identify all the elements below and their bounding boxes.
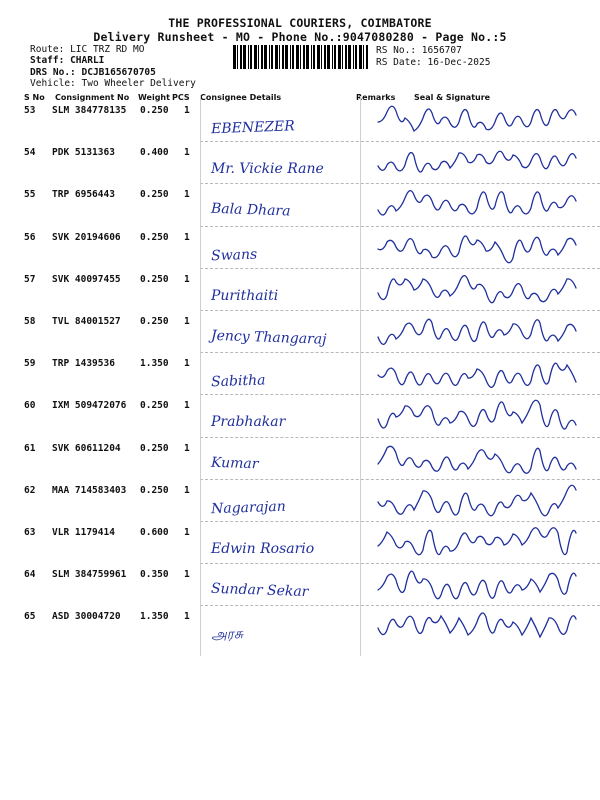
consignee-handwriting <box>205 490 355 520</box>
vehicle-value: Two Wheeler Delivery <box>81 78 196 89</box>
col-header-consignment: Consignment No <box>55 93 130 102</box>
cell-weight: 1.350 <box>140 611 169 623</box>
table-row <box>0 311 600 353</box>
cell-sno: 55 <box>24 189 36 201</box>
svg-text:Nagarajan: Nagarajan <box>210 498 286 518</box>
table-row <box>0 184 600 226</box>
rs-no-value: 1656707 <box>421 45 462 56</box>
cell-weight: 0.250 <box>140 231 169 243</box>
cell-consignment: SLM 384778135 <box>52 105 127 116</box>
consignee-handwriting <box>205 363 355 393</box>
svg-text:Jency Thangaraj: Jency Thangaraj <box>210 327 327 348</box>
signature-mark <box>370 482 590 518</box>
cell-weight: 0.600 <box>140 527 169 538</box>
rs-date-line <box>376 57 490 68</box>
cell-sno: 54 <box>24 147 36 159</box>
signature-mark <box>370 102 590 138</box>
staff-label: Staff: <box>30 55 65 66</box>
svg-text:Mr. Vickie Rane: Mr. Vickie Rane <box>211 161 324 178</box>
table-row <box>0 438 600 480</box>
cell-sno: 64 <box>24 569 36 581</box>
column-divider <box>360 96 361 656</box>
cell-weight: 0.250 <box>140 316 169 327</box>
svg-text:Purithaiti: Purithaiti <box>211 287 279 304</box>
staff-line <box>30 55 104 66</box>
cell-sno: 56 <box>24 231 36 243</box>
cell-consignment: VLR 1179414 <box>52 527 115 538</box>
signature-mark <box>370 144 590 180</box>
cell-sno: 60 <box>24 400 36 412</box>
cell-pcs: 1 <box>184 147 190 159</box>
cell-sno: 62 <box>24 484 36 496</box>
cell-pcs: 1 <box>184 189 190 201</box>
consignee-handwriting <box>205 279 355 309</box>
cell-pcs: 1 <box>184 611 190 623</box>
vehicle-label: Vehicle: <box>30 78 76 89</box>
signature-mark <box>370 440 590 476</box>
rs-date-label: RS Date: <box>376 57 422 68</box>
consignee-handwriting <box>205 616 355 646</box>
cell-sno: 63 <box>24 527 36 538</box>
signature-mark <box>370 271 590 307</box>
cell-pcs: 1 <box>184 569 190 581</box>
cell-weight: 0.250 <box>140 400 169 412</box>
signature-mark <box>370 524 590 560</box>
table-row <box>0 564 600 606</box>
svg-text:Edwin Rosario: Edwin Rosario <box>211 541 315 557</box>
consignee-handwriting <box>205 321 355 351</box>
cell-sno: 65 <box>24 611 36 623</box>
cell-consignment: TVL 84001527 <box>52 316 121 327</box>
drs-value: DCJB165670705 <box>81 67 156 78</box>
cell-weight: 0.350 <box>140 569 169 581</box>
cell-consignment: SVK 60611204 <box>52 442 121 454</box>
rs-date-value: 16-Dec-2025 <box>427 57 491 68</box>
vehicle-line <box>30 78 196 89</box>
cell-consignment: IXM 509472076 <box>52 400 127 412</box>
cell-pcs: 1 <box>184 442 190 454</box>
consignee-handwriting <box>205 448 355 478</box>
runsheet-title: Delivery Runsheet - MO - Phone No.:9047080280 - Page No.:5 <box>93 30 507 44</box>
staff-value: CHARLI <box>70 55 105 66</box>
cell-consignment: MAA 714583403 <box>52 484 127 496</box>
consignee-handwriting <box>205 405 355 435</box>
col-header-sno: S No <box>24 93 45 102</box>
cell-consignment: SVK 40097455 <box>52 273 121 285</box>
cell-pcs: 1 <box>184 273 190 285</box>
cell-sno: 59 <box>24 358 36 370</box>
cell-pcs: 1 <box>184 105 190 116</box>
cell-consignment: SVK 20194606 <box>52 231 121 243</box>
table-row <box>0 395 600 437</box>
cell-sno: 58 <box>24 316 36 327</box>
rs-number-line <box>376 45 462 56</box>
cell-weight: 1.350 <box>140 358 169 370</box>
table-row <box>0 142 600 184</box>
rs-no-label: RS No.: <box>376 45 417 56</box>
cell-sno: 57 <box>24 273 36 285</box>
consignee-handwriting <box>205 110 355 140</box>
route-line <box>30 44 144 55</box>
cell-consignment: ASD 30004720 <box>52 611 121 623</box>
col-header-seal: Seal & Signature <box>414 93 491 102</box>
cell-consignment: PDK 5131363 <box>52 147 115 159</box>
signature-mark <box>370 186 590 222</box>
svg-text:அரசு: அரசு <box>210 626 244 644</box>
svg-text:Sabitha: Sabitha <box>210 372 266 391</box>
signature-mark <box>370 397 590 433</box>
table-row <box>0 353 600 395</box>
drs-line <box>30 67 156 78</box>
consignee-handwriting <box>205 574 355 604</box>
barcode <box>232 45 370 69</box>
table-row <box>0 522 600 564</box>
table-row <box>0 480 600 522</box>
consignee-handwriting <box>205 237 355 267</box>
col-header-consignee: Consignee Details <box>200 93 282 102</box>
cell-weight: 0.250 <box>140 442 169 454</box>
cell-weight: 0.250 <box>140 273 169 285</box>
cell-pcs: 1 <box>184 400 190 412</box>
cell-pcs: 1 <box>184 484 190 496</box>
table-row <box>0 227 600 269</box>
svg-text:Sundar Sekar: Sundar Sekar <box>210 580 309 601</box>
signature-mark <box>370 313 590 349</box>
svg-text:Bala Dhara: Bala Dhara <box>210 201 291 220</box>
consignee-handwriting <box>205 152 355 182</box>
route-value: LIC TRZ RD MO <box>70 44 145 55</box>
svg-text:Prabhakar: Prabhakar <box>211 414 286 431</box>
route-label: Route: <box>30 44 65 55</box>
signature-mark <box>370 355 590 391</box>
cell-weight: 0.250 <box>140 484 169 496</box>
cell-sno: 61 <box>24 442 36 454</box>
cell-pcs: 1 <box>184 358 190 370</box>
cell-weight: 0.400 <box>140 147 169 159</box>
signature-mark <box>370 608 590 644</box>
signature-mark <box>370 566 590 602</box>
consignee-handwriting <box>205 194 355 224</box>
svg-text:EBENEZER: EBENEZER <box>210 118 296 138</box>
table-row <box>0 606 600 648</box>
cell-consignment: SLM 384759961 <box>52 569 127 581</box>
consignee-handwriting <box>205 532 355 562</box>
col-header-remarks: Remarks <box>356 93 396 102</box>
col-header-pcs: PCS <box>172 93 190 102</box>
svg-text:Swans: Swans <box>210 246 258 264</box>
cell-weight: 0.250 <box>140 189 169 201</box>
cell-pcs: 1 <box>184 231 190 243</box>
cell-pcs: 1 <box>184 316 190 327</box>
drs-label: DRS No.: <box>30 67 76 78</box>
company-title: THE PROFESSIONAL COURIERS, COIMBATORE <box>168 16 432 30</box>
table-row <box>0 269 600 311</box>
signature-mark <box>370 229 590 265</box>
svg-text:Kumar: Kumar <box>210 454 259 473</box>
cell-pcs: 1 <box>184 527 190 538</box>
column-divider <box>200 96 201 656</box>
cell-sno: 53 <box>24 105 36 116</box>
cell-consignment: TRP 6956443 <box>52 189 115 201</box>
cell-weight: 0.250 <box>140 105 169 116</box>
col-header-weight: Weight <box>138 93 170 102</box>
table-row <box>0 100 600 142</box>
cell-consignment: TRP 1439536 <box>52 358 115 370</box>
